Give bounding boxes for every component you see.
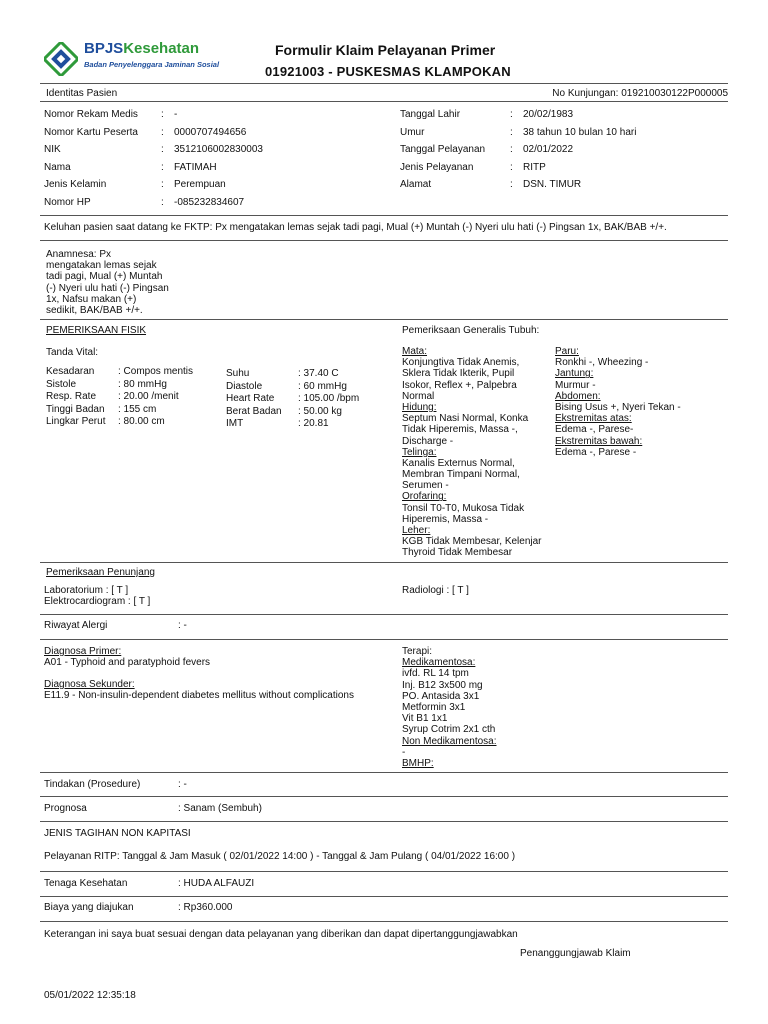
vital-label: Diastole xyxy=(226,380,263,392)
logo-brand-b: Kesehatan xyxy=(123,40,200,57)
vital-label: Sistole xyxy=(46,378,77,390)
general-exam-col1 xyxy=(402,346,542,559)
exam-heading: BMHP: xyxy=(402,757,434,769)
vital-label: Tinggi Badan xyxy=(46,403,105,415)
printed-timestamp: 05/01/2022 12:35:18 xyxy=(44,990,136,1001)
anamnesa-block xyxy=(46,249,169,316)
vital-value: : 60 mmHg xyxy=(298,380,347,392)
identity-label: Nomor HP xyxy=(44,197,91,208)
allergy-label: Riwayat Alergi xyxy=(44,620,108,631)
page-title: Formulir Klaim Pelayanan Primer xyxy=(275,42,496,58)
exam-line: Tidak Hiperemis, Massa -, xyxy=(402,424,518,436)
allergy-value: : - xyxy=(178,620,187,631)
staff-label: Tenaga Kesehatan xyxy=(44,878,128,889)
exam-line: Tonsil T0-T0, Mukosa Tidak xyxy=(402,502,525,514)
exam-line: Serumen - xyxy=(402,480,449,492)
identity-colon: : xyxy=(510,161,513,173)
exam-line: Membran Timpani Normal, xyxy=(402,469,520,481)
identity-colon: : xyxy=(161,126,164,138)
signature-label: Penanggungjawab Klaim xyxy=(520,948,631,959)
procedure-label: Tindakan (Prosedure) xyxy=(44,779,141,790)
exam-heading: Orofaring: xyxy=(402,491,447,503)
identity-value: FATIMAH xyxy=(174,161,217,173)
exam-heading: Hidung: xyxy=(402,401,437,413)
radiology-result: Radiologi : [ T ] xyxy=(402,585,469,596)
exam-line: ivfd. RL 14 tpm xyxy=(402,668,469,680)
anamnesa-line: mengatakan lemas sejak xyxy=(46,260,157,272)
vital-value: : Compos mentis xyxy=(118,366,194,377)
exam-line: Normal xyxy=(402,390,435,402)
exam-heading: Mata: xyxy=(402,346,428,357)
identity-label: Nomor Kartu Peserta xyxy=(44,126,138,138)
exam-line: Konjungtiva Tidak Anemis, xyxy=(402,357,520,369)
exam-line: KGB Tidak Membesar, Kelenjar xyxy=(402,536,542,548)
identity-colon: : xyxy=(161,197,164,208)
identity-colon: : xyxy=(510,179,513,191)
identity-label: Tanggal Pelayanan xyxy=(400,144,486,156)
exam-line: Sklera Tidak Ikterik, Pupil xyxy=(402,368,515,380)
identity-label: Nama xyxy=(44,161,71,173)
diagnosis-secondary-title: Diagnosa Sekunder: xyxy=(44,679,135,690)
anamnesa-line: tadi pagi, Mual (+) Muntah xyxy=(46,271,163,283)
exam-line: Murmur - xyxy=(555,379,596,391)
exam-line: Hiperemis, Massa - xyxy=(402,513,489,525)
exam-line: Ronkhi -, Wheezing - xyxy=(555,357,649,369)
identity-value: 38 tahun 10 bulan 10 hari xyxy=(523,126,637,138)
identity-value: 02/01/2022 xyxy=(523,144,574,156)
exam-heading: Paru: xyxy=(555,346,579,357)
cost-label: Biaya yang diajukan xyxy=(44,902,134,913)
identity-colon: : xyxy=(510,126,513,138)
exam-heading: Medikamentosa: xyxy=(402,657,476,669)
vital-label: Lingkar Perut xyxy=(46,416,106,427)
identity-label: Nomor Rekam Medis xyxy=(44,109,138,120)
exam-line: Kanalis Externus Normal, xyxy=(402,457,515,469)
identity-colon: : xyxy=(510,109,513,120)
identity-section-label: Identitas Pasien xyxy=(46,88,118,99)
page-subtitle: 01921003 - PUSKESMAS KLAMPOKAN xyxy=(265,64,511,79)
diagnosis-primary-title: Diagnosa Primer: xyxy=(44,646,122,657)
complaint-text: Keluhan pasien saat datang ke FKTP: Px mengatakan lemas sejak tadi pagi, Mual (+) Muntah (-) Nyeri ulu hati (-) Pingsan 1x, BAK/BAB +/+. xyxy=(44,222,667,233)
anamnesa-line: sedikit, BAK/BAB +/+. xyxy=(46,304,143,316)
exam-heading: Non Medikamentosa: xyxy=(402,735,497,747)
identity-label: Jenis Kelamin xyxy=(44,179,107,191)
general-exam-title: Pemeriksaan Generalis Tubuh: xyxy=(402,325,540,336)
identity-colon: : xyxy=(510,144,513,156)
exam-line: Metformin 3x1 xyxy=(402,701,466,713)
exam-line: Syrup Cotrim 2x1 cth xyxy=(402,724,496,736)
identity-value: - xyxy=(174,109,178,120)
staff-value: : HUDA ALFAUZI xyxy=(178,878,255,889)
vital-label: Suhu xyxy=(226,368,250,379)
ekg-result: Elektrocardiogram : [ T ] xyxy=(44,596,151,607)
identity-colon: : xyxy=(161,109,164,120)
exam-heading: Telinga: xyxy=(402,446,437,458)
support-exam-title: Pemeriksaan Penunjang xyxy=(46,567,155,578)
vital-value: : 20.81 xyxy=(298,418,329,429)
exam-line: PO. Antasida 3x1 xyxy=(402,690,480,702)
physical-exam-title: PEMERIKSAAN FISIK xyxy=(46,325,147,336)
exam-line: - xyxy=(402,746,406,758)
exam-line: Edema -, Parese- xyxy=(555,424,634,436)
identity-value: DSN. TIMUR xyxy=(523,179,582,191)
exam-line: Bising Usus +, Nyeri Tekan - xyxy=(555,401,681,413)
vital-label: Kesadaran xyxy=(46,366,95,377)
statement-text: Keterangan ini saya buat sesuai dengan data pelayanan yang diberikan dan dapat dipertanggungjawabkan xyxy=(44,929,518,940)
diagnosis-secondary: E11.9 - Non-insulin-dependent diabetes mellitus without complications xyxy=(44,690,354,701)
vital-value: : 80 mmHg xyxy=(118,378,167,390)
vital-value: : 80.00 cm xyxy=(118,416,165,427)
exam-line: Inj. B12 3x500 mg xyxy=(402,679,483,691)
vital-signs-title: Tanda Vital: xyxy=(46,347,99,358)
therapy-block xyxy=(402,646,497,769)
exam-heading: Jantung: xyxy=(555,368,594,380)
identity-colon: : xyxy=(161,144,164,156)
bpjs-logo-icon xyxy=(44,42,78,76)
vital-value: : 50.00 kg xyxy=(298,405,342,417)
identity-value: Perempuan xyxy=(174,179,226,191)
identity-value: 20/02/1983 xyxy=(523,109,574,120)
vital-label: Berat Badan xyxy=(226,405,282,417)
lab-result: Laboratorium : [ T ] xyxy=(44,585,129,596)
cost-value: : Rp360.000 xyxy=(178,902,233,913)
vital-value: : 105.00 /bpm xyxy=(298,393,360,404)
vital-value: : 155 cm xyxy=(118,403,157,415)
vital-label: Resp. Rate xyxy=(46,391,97,402)
exam-line: Septum Nasi Normal, Konka xyxy=(402,413,529,425)
exam-heading: Leher: xyxy=(402,525,431,536)
prognosis-value: : Sanam (Sembuh) xyxy=(178,803,262,814)
identity-colon: : xyxy=(161,161,164,173)
anamnesa-line: 1x, Nafsu makan (+) xyxy=(46,293,137,305)
identity-value: 0000707494656 xyxy=(174,126,247,138)
vital-label: IMT xyxy=(226,418,244,429)
identity-label: Jenis Pelayanan xyxy=(400,161,474,173)
diagnosis-primary: A01 - Typhoid and paratyphoid fevers xyxy=(44,657,211,668)
vital-value: : 20.00 /menit xyxy=(118,391,179,402)
identity-value: 3512106002830003 xyxy=(174,144,263,156)
identity-label: Alamat xyxy=(400,179,432,191)
anamnesa-line: (-) Nyeri ulu hati (-) Pingsan xyxy=(46,282,169,294)
exam-line: Terapi: xyxy=(402,646,433,657)
exam-line: Discharge - xyxy=(402,435,454,447)
visit-number: No Kunjungan: 019210030122P000005 xyxy=(552,88,728,99)
identity-label: NIK xyxy=(44,144,61,156)
exam-line: Edema -, Parese - xyxy=(555,446,637,458)
logo-brand-a: BPJS xyxy=(84,40,124,57)
procedure-value: : - xyxy=(178,779,187,790)
anamnesa-line: Anamnesa: Px xyxy=(46,249,112,260)
exam-line: Isokor, Reflex +, Palpebra xyxy=(402,379,517,391)
identity-value: RITP xyxy=(523,161,546,173)
identity-colon: : xyxy=(161,179,164,191)
billing-title: JENIS TAGIHAN NON KAPITASI xyxy=(44,828,191,839)
identity-label: Tanggal Lahir xyxy=(400,109,461,120)
logo-subtitle: Badan Penyelenggara Jaminan Sosial xyxy=(84,60,220,69)
vital-value: : 37.40 C xyxy=(298,368,339,379)
exam-heading: Abdomen: xyxy=(555,390,601,402)
exam-heading: Ekstremitas bawah: xyxy=(555,435,643,447)
billing-ritp: Pelayanan RITP: Tanggal & Jam Masuk ( 02/01/2022 14:00 ) - Tanggal & Jam Pulang ( 04/01/2022 16:00 ) xyxy=(44,851,516,862)
identity-label: Umur xyxy=(400,126,425,138)
exam-line: Vit B1 1x1 xyxy=(402,713,448,725)
prognosis-label: Prognosa xyxy=(44,803,87,814)
exam-line: Thyroid Tidak Membesar xyxy=(402,547,513,559)
bpjs-logo xyxy=(44,40,234,76)
identity-value: -085232834607 xyxy=(174,197,245,208)
vital-label: Heart Rate xyxy=(226,393,275,404)
general-exam-col2 xyxy=(555,346,681,458)
exam-heading: Ekstremitas atas: xyxy=(555,413,632,425)
